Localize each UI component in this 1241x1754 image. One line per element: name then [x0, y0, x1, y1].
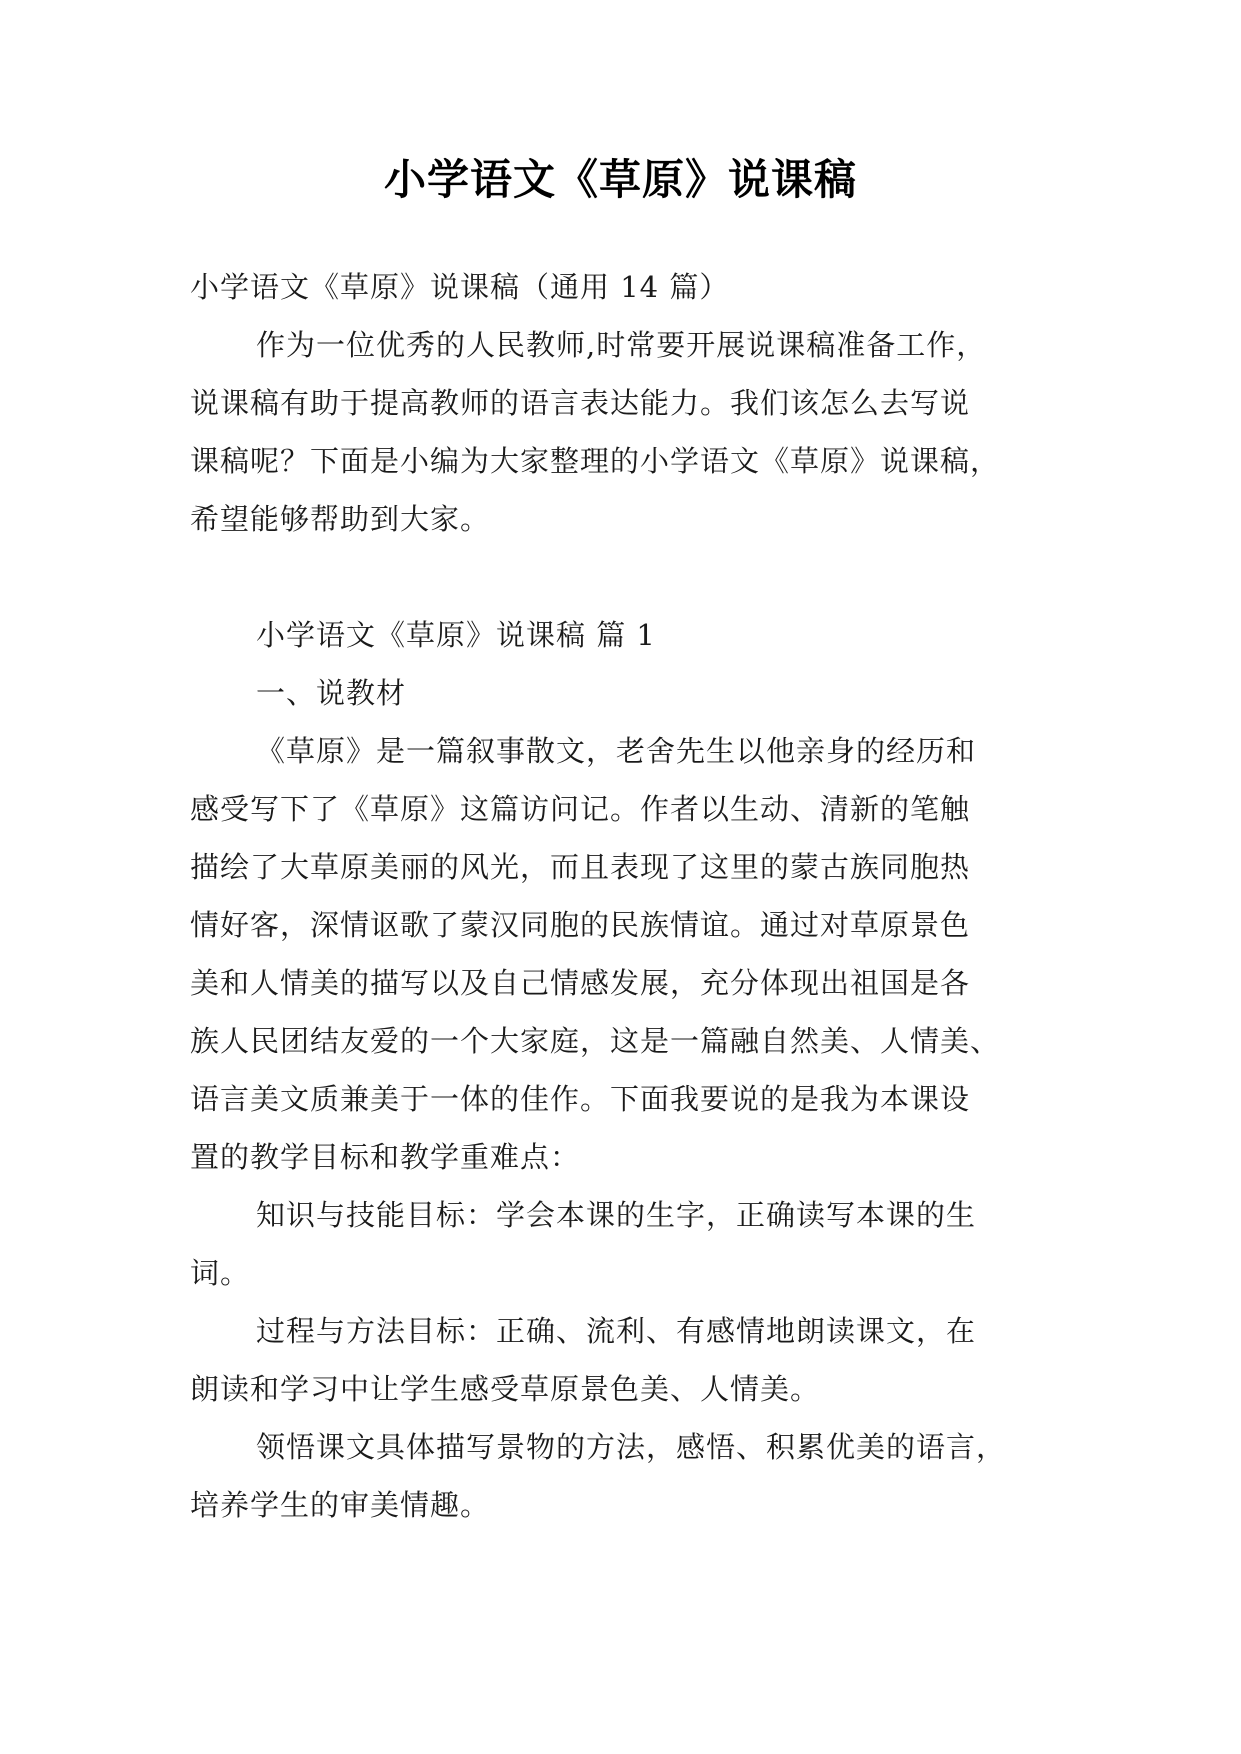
paragraph-line: 知识与技能目标：学会本课的生字，正确读写本课的生 [256, 1198, 977, 1232]
appreciation-goal-paragraph [190, 1418, 1050, 1534]
document-subtitle: 小学语文《草原》说课稿（通用 14 篇） [190, 270, 730, 304]
paragraph-line: 词。 [190, 1256, 251, 1290]
paragraph-line: 领悟课文具体描写景物的方法，感悟、积累优美的语言， [256, 1430, 1007, 1464]
section-subheading: 一、说教材 [256, 676, 407, 710]
paragraph-line: 培养学生的审美情趣。 [190, 1488, 491, 1522]
knowledge-goal-paragraph [190, 1186, 1050, 1302]
paragraph-line: 美和人情美的描写以及自己情感发展，充分体现出祖国是各 [190, 966, 971, 1000]
paragraph-line: 感受写下了《草原》这篇访问记。作者以生动、清新的笔触 [190, 792, 971, 826]
paragraph-line: 族人民团结友爱的一个大家庭，这是一篇融自然美、人情美、 [190, 1024, 1001, 1058]
paragraph-line: 课稿呢？下面是小编为大家整理的小学语文《草原》说课稿， [190, 444, 1001, 478]
paragraph-line: 作为一位优秀的人民教师,时常要开展说课稿准备工作， [256, 328, 987, 362]
intro-paragraph [190, 316, 1050, 548]
document-title: 小学语文《草原》说课稿 [383, 155, 857, 204]
section-heading: 小学语文《草原》说课稿 篇 1 [256, 618, 656, 652]
process-goal-paragraph [190, 1302, 1050, 1418]
paragraph-line: 说课稿有助于提高教师的语言表达能力。我们该怎么去写说 [190, 386, 971, 420]
paragraph-line: 描绘了大草原美丽的风光，而且表现了这里的蒙古族同胞热 [190, 850, 971, 884]
paragraph-line: 过程与方法目标：正确、流利、有感情地朗读课文，在 [256, 1314, 977, 1348]
document-body [190, 258, 1050, 1534]
paragraph-line: 语言美文质兼美于一体的佳作。下面我要说的是我为本课设 [190, 1082, 971, 1116]
paragraph-line: 情好客，深情讴歌了蒙汉同胞的民族情谊。通过对草原景色 [190, 908, 971, 942]
paragraph-line: 置的教学目标和教学重难点： [190, 1140, 581, 1174]
blank-line [190, 548, 1050, 606]
paragraph-line: 朗读和学习中让学生感受草原景色美、人情美。 [190, 1372, 821, 1406]
textbook-paragraph [190, 722, 1050, 1186]
paragraph-line: 《草原》是一篇叙事散文，老舍先生以他亲身的经历和 [256, 734, 977, 768]
paragraph-line: 希望能够帮助到大家。 [190, 502, 491, 536]
